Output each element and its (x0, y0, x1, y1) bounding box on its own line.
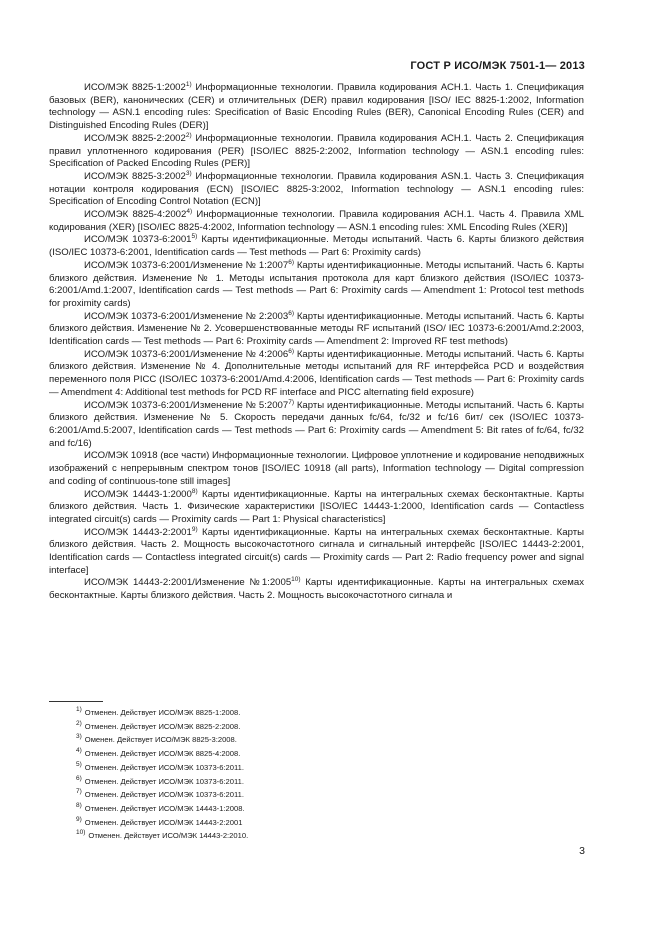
footnote (76, 775, 576, 789)
reference-designation: ИСО/МЭК 10373-6:2001/Изменение № 5:2007 (84, 399, 289, 411)
footnote (76, 761, 576, 775)
reference-paragraph (49, 82, 584, 133)
reference-designation: ИСО/МЭК 14443-2:2001/Изменение №1:2005 (84, 577, 292, 589)
footnote-mark: 3) (76, 733, 82, 741)
footnote (76, 816, 576, 830)
footnote (76, 788, 576, 802)
footnote (76, 720, 576, 734)
reference-paragraph (49, 234, 584, 259)
footnote-ref[interactable]: 3) (185, 169, 192, 177)
footnotes-list (76, 706, 576, 843)
reference-title: Карты идентификационные. Методы испытаний. Часть 6. Карты близкого действия. Изменение № 1. Методы испытания протокола для карт близкого действия (ISO/IEC 10373-6:2001/Amd.1:2007, Identification cards — Test methods — Part 6: Proximity cards — Amendment 1: Protocol test methods for proximity cards) (49, 259, 584, 309)
footnote-text: Отменен. Действует ИСО/МЭК 10373-6:2011. (84, 776, 244, 786)
footnote-mark: 9) (76, 815, 82, 823)
reference-designation: ИСО/МЭК 10373-6:2001 (84, 234, 192, 246)
footnote-ref[interactable]: 7) (288, 398, 295, 406)
reference-designation: ИСО/МЭК 8825-3:2002 (84, 170, 186, 182)
footnote-mark: 10) (76, 829, 86, 837)
footnote-ref[interactable]: 5) (191, 233, 198, 241)
footnote-text: Отменен. Действует ИСО/МЭК 10373-6:2011. (84, 762, 244, 772)
reference-title: Карты идентификационные. Методы испытаний. Часть 6. Карты близкого действия. Изменение № 4. Дополнительные методы испытаний для RF интерфейса PCD и воздействия переменного поля PICC (ISO/IEC 10373-6:2001/Amd.4:2006, Identification cards — Test methods — Part 6: Proximity cards — Amendment 4: Additional test methods for PCD RF interface and PICC alternating field exposure) (49, 348, 584, 398)
reference-title: Карты идентификационные. Карты на интегральных схемах бесконтактные. Карты близкого действия. Часть 1. Физические характеристики [ISO/IEC 14443-1:2000, Identification cards — Contactless integrated circuit(s) cards — Proximity cards — Part 1: Physical characteristics] (49, 488, 584, 525)
reference-designation: ИСО/МЭК 10373-6:2001/Изменение № 1:2007 (84, 259, 289, 271)
reference-designation: ИСО/МЭК 8825-2:2002 (84, 132, 186, 144)
footnote (76, 747, 576, 761)
reference-title: Информационные технологии. Правила кодирования АСН.1. Часть 4. Правила XML кодирования (XER) [ISO/IEC 8825-4:2002, Information technology — ASN.1 encoding rules: XML Encoding Rules (XER)] (49, 209, 584, 233)
reference-designation: ИСО/МЭК 14443-1:2000 (84, 488, 192, 500)
reference-designation: ИСО/МЭК 10373-6:2001/Изменение № 2:2003 (84, 310, 289, 322)
reference-paragraph (49, 209, 584, 234)
reference-paragraph (49, 450, 584, 488)
reference-title: Информационные технологии. Правила кодирования АСН.1. Часть 2. Спецификация правил уплотненного кодирования (PER) [ISO/IEC 8825-2:2002, Information technology — ASN.1 encoding rules: Specification of Packed Encoding Rules (PER)] (49, 132, 584, 170)
normative-references-list (49, 82, 584, 603)
reference-title: Карты идентификационные. Методы испытаний. Часть 6. Карты близкого действия. Изменение № 5. Скорость передачи данных fc/64, fc/32 и fc/16 бит/ сек (ISO/IEC 10373-6:2001/Amd.5:2007, Identification cards — Test methods — Part 6: Proximity cards — Amendment 5: Bit rates of fc/64, fc/32 and fc/16) (49, 399, 584, 449)
page-number: 3 (579, 845, 585, 857)
footnote-mark: 8) (76, 801, 82, 809)
footnote-ref[interactable]: 8) (191, 487, 198, 495)
footnote (76, 829, 576, 843)
reference-title: Информационные технологии. Правила кодирования ASN.1. Часть 3. Спецификация нотации контроля кодирования (ECN) [ISO/IEC 8825-3:2002, Information technology — ASN.1 encoding rules: Specification of Encoding Control Notation (ECN)] (49, 170, 584, 208)
footnote-ref[interactable]: 6) (288, 347, 295, 355)
reference-paragraph (49, 260, 584, 311)
footnote-mark: 6) (76, 774, 82, 782)
reference-paragraph (49, 349, 584, 400)
footnote-ref[interactable]: 6) (288, 309, 295, 317)
footnote (76, 733, 576, 747)
footnote-text: Отменен. Действует ИСО/МЭК 10373-6:2011. (84, 790, 244, 800)
reference-paragraph (49, 133, 584, 171)
reference-paragraph (49, 577, 584, 602)
reference-designation: ИСО/МЭК 8825-4:2002 (84, 209, 187, 221)
reference-paragraph (49, 311, 584, 349)
footnote-ref[interactable]: 4) (186, 208, 193, 216)
reference-designation: ИСО/МЭК 10918 (все части) Информационные технологии. Цифровое уплотнение и кодирование неподвижных изображений с непрерывным спектром тонов [ISO/IEC 10918 (all parts), Information technology — Digital compression and coding of continuous-tone still images] (49, 450, 584, 487)
reference-paragraph (49, 489, 584, 527)
reference-title: Карты идентификационные. Карты на интегральных схемах бесконтактные. Карты близкого действия. Часть 2. Мощность высокочастотного сигнала и (49, 577, 584, 602)
footnote-mark: 1) (76, 706, 82, 713)
footnote-ref[interactable]: 9) (191, 525, 198, 533)
reference-title: Карты идентификационные. Методы испытаний. Часть 6. Карты близкого действия (ISO/IEC 10373-6:2001, Identification cards — Test methods — Part 6: Proximity cards) (49, 234, 584, 259)
footnote-text: Отменен. Действует ИСО/МЭК 14443-2:2001 (84, 817, 243, 827)
footnote (76, 706, 576, 720)
reference-paragraph (49, 400, 584, 451)
reference-designation: ИСО/МЭК 8825-1:2002 (84, 82, 186, 93)
reference-title: Карты идентификационные. Методы испытаний. Часть 6. Карты близкого действия. Изменение № 2. Усовершенствованные методы RF испытаний (ISO/ IEC 10373-6:2001/Amd.2:2003, Identification cards — Test methods — Part 6: Proximity cards — Amendment 2: Improved RF test methods) (49, 310, 584, 348)
footnote-mark: 7) (76, 788, 82, 796)
footnote-ref[interactable]: 1) (185, 81, 192, 88)
reference-paragraph (49, 527, 584, 578)
footnote-text: Оменен. Действует ИСО/МЭК 8825-3:2008. (84, 735, 237, 745)
footnote-text: Отменен. Действует ИСО/МЭК 8825-1:2008. (84, 708, 241, 717)
reference-designation: ИСО/МЭК 14443-2:2001 (84, 526, 192, 538)
reference-paragraph (49, 171, 584, 209)
footnote-text: Отменен. Действует ИСО/МЭК 14443-2:2010. (88, 831, 249, 841)
footnote-ref[interactable]: 10) (291, 576, 301, 584)
footnote-text: Отменен. Действует ИСО/МЭК 8825-2:2008. (84, 721, 241, 731)
footnote-text: Отменен. Действует ИСО/МЭК 14443-1:2008. (84, 803, 245, 813)
footnote-mark: 2) (76, 719, 82, 727)
footnote-text: Отменен. Действует ИСО/МЭК 8825-4:2008. (84, 749, 241, 759)
document-header: ГОСТ Р ИСО/МЭК 7501-1— 2013 (410, 60, 585, 72)
reference-title: Карты идентификационные. Карты на интегральных схемах бесконтактные. Карты близкого действия. Часть 2. Мощность высокочастотного сигнала и сигнальный интерфейс [ISO/IEC 14443-2:2001, Identification cards — Contactless integrated circuit(s) cards — Proximity cards — Part 2: Radio frequency power and signal interface] (49, 526, 584, 576)
footnote-ref[interactable]: 2) (185, 131, 192, 139)
reference-designation: ИСО/МЭК 10373-6:2001/Изменение № 4:2006 (84, 348, 289, 360)
reference-title: Информационные технологии. Правила кодирования АСН.1. Часть 1. Спецификация базовых (BER), канонических (CER) и отличительных (DER) правил кодирования [ISO/ IEC 8825-1:2002, Information technology — ASN.1 encoding rules: Specification of Basic Encoding Rules (BER), Canonical Encoding Rules (CER) and Distinguished Encoding Rules (DER)] (49, 82, 584, 132)
footnote-ref[interactable]: 6) (288, 258, 295, 266)
footnote (76, 802, 576, 816)
footnote-mark: 4) (76, 747, 82, 755)
footnote-divider (49, 701, 103, 702)
footnote-mark: 5) (76, 760, 82, 768)
